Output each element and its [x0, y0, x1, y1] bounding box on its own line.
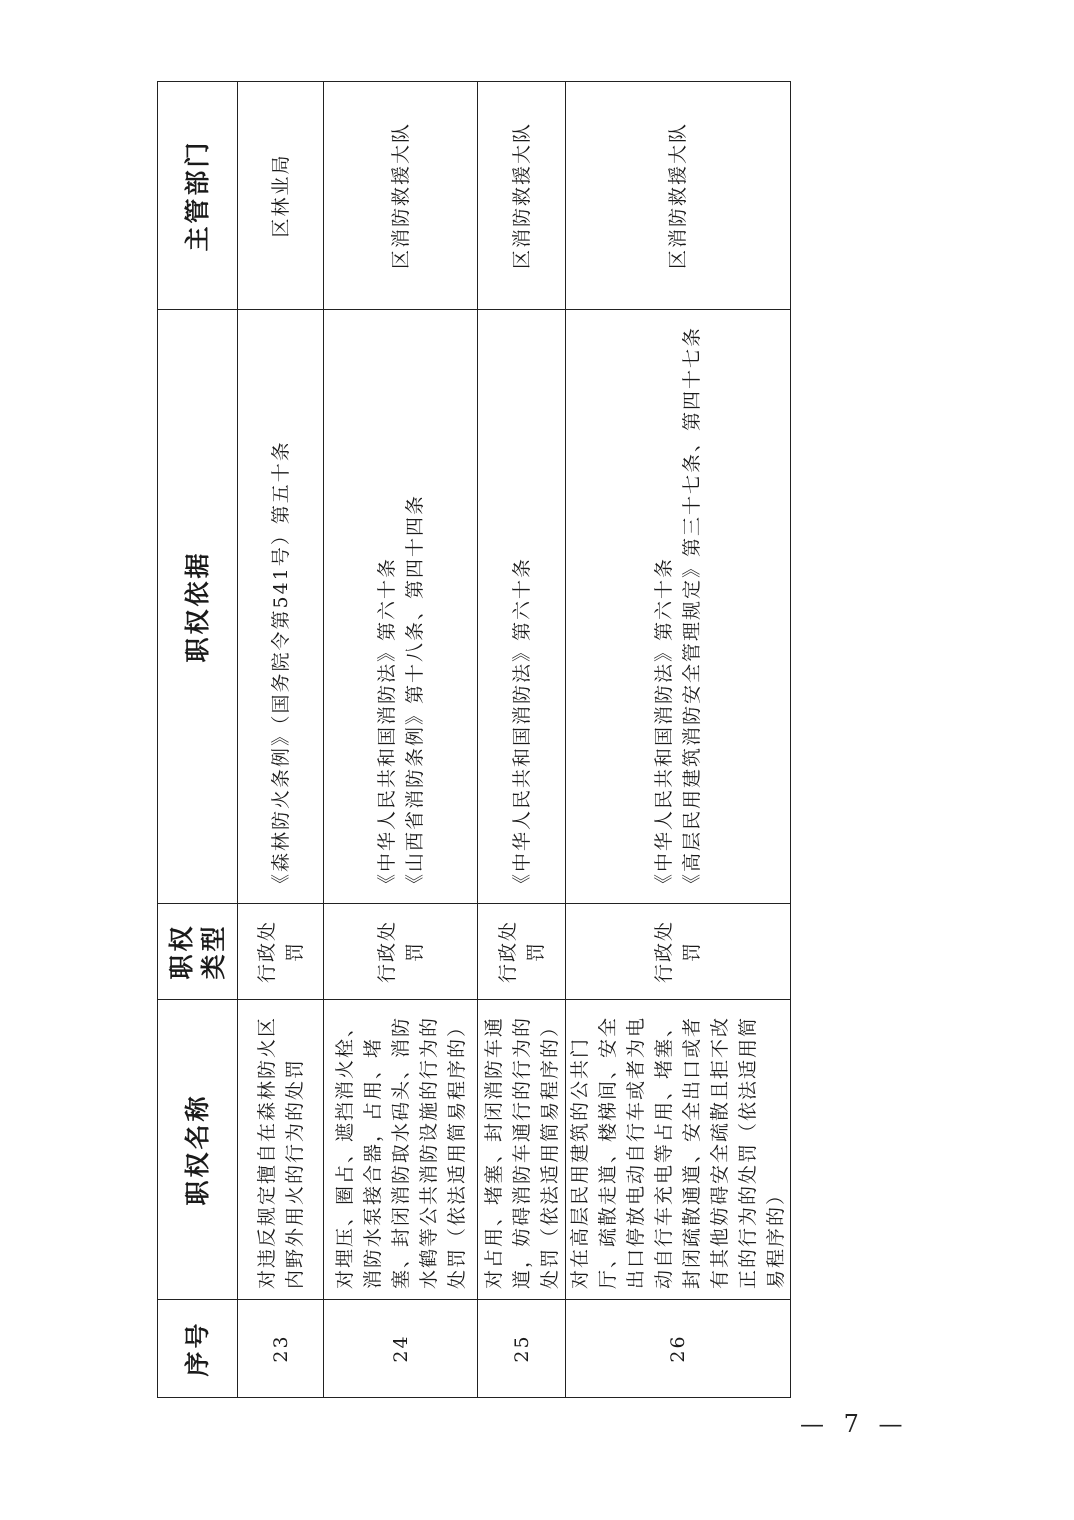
header-name: 职权名称: [158, 1000, 238, 1300]
row-index: 26: [566, 1300, 791, 1398]
row-dept: 区消防救援大队: [478, 82, 566, 310]
basis-line: 《中华人民共和国消防法》第六十条: [375, 556, 398, 893]
row-basis: [324, 310, 478, 904]
row-index: 25: [478, 1300, 566, 1398]
header-basis: 职权依据: [158, 310, 238, 904]
row-name: 对违反规定擅自在森林防火区内野外用火的行为的处罚: [238, 1000, 324, 1300]
header-row: [158, 82, 238, 1398]
basis-line: 《山西省消防条例》第十八条、第四十四条: [403, 493, 426, 893]
row-type: 行政处罚: [238, 904, 324, 1000]
row-basis: [238, 310, 324, 904]
row-type: 行政处罚: [478, 904, 566, 1000]
page-number: — 7 —: [800, 1410, 909, 1438]
row-name: 对在高层民用建筑的公共门厅、疏散走道、楼梯间、安全出口停放电动自行车或者为电动自行车充电等占用、堵塞、封闭疏散通道、安全出口或者有其他妨碍安全疏散且拒不改正的行为的处罚（依法适用简易程序的）: [566, 1000, 791, 1300]
row-name: 对埋压、圈占、遮挡消火栓、消防水泵接合器，占用、堵塞、封闭消防取水码头、消防水鹤等公共消防设施的行为的处罚（依法适用简易程序的）: [324, 1000, 478, 1300]
basis-line: 《高层民用建筑消防安全管理规定》第三十七条、第四十七条: [681, 325, 703, 893]
row-type: 行政处罚: [566, 904, 791, 1000]
row-basis: [566, 310, 791, 904]
row-dept: 区消防救援大队: [324, 82, 478, 310]
table-row: [566, 82, 791, 1398]
header-index: 序号: [158, 1300, 238, 1398]
table-row: [238, 82, 324, 1398]
rotated-table-container: [157, 82, 787, 1398]
header-dept: 主管部门: [158, 82, 238, 310]
table-row: [324, 82, 478, 1398]
authority-table: [157, 81, 791, 1398]
basis-line: 《中华人民共和国消防法》第六十条: [510, 556, 533, 893]
row-name: 对占用、堵塞、封闭消防车通道，妨碍消防车通行的行为的处罚（依法适用简易程序的）: [478, 1000, 566, 1300]
row-dept: 区林业局: [238, 82, 324, 310]
row-index: 23: [238, 1300, 324, 1398]
row-type: 行政处罚: [324, 904, 478, 1000]
row-dept: 区消防救援大队: [566, 82, 791, 310]
basis-line: 《中华人民共和国消防法》第六十条: [653, 556, 675, 893]
basis-line: 《森林防火条例》（国务院令第541号）第五十条: [269, 440, 292, 893]
table-row: [478, 82, 566, 1398]
row-basis: [478, 310, 566, 904]
row-index: 24: [324, 1300, 478, 1398]
header-type: 职权类型: [158, 904, 238, 1000]
